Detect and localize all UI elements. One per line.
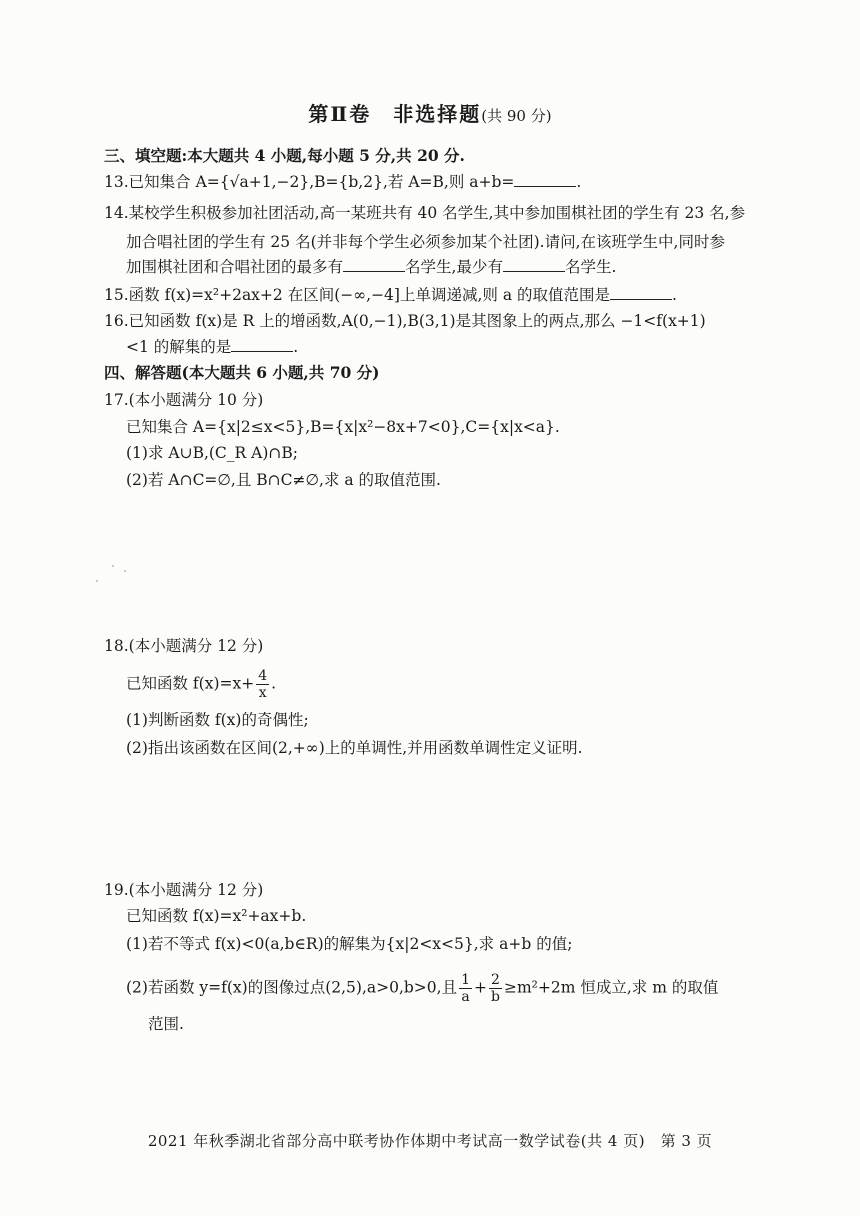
section-title-points: (共 90 分) [481, 107, 552, 125]
answer-blank-16[interactable] [231, 337, 293, 352]
question-19-line-4: 范围. [148, 1015, 184, 1033]
fraction-numerator: 2 [489, 972, 502, 989]
question-17-part-2: (2)若 A∩C=∅,且 B∩C≠∅,求 a 的取值范围. [126, 471, 441, 489]
fraction-4-over-x [256, 668, 269, 701]
question-15-text: 15.函数 f(x)=x²+2ax+2 在区间(−∞,−4]上单调递减,则 a 的取值范围是 [104, 286, 610, 304]
scan-speck [124, 570, 126, 572]
question-18-part-1: (1)判断函数 f(x)的奇偶性; [126, 711, 309, 729]
question-17-line-1: 已知集合 A={x|2≤x<5},B={x|x²−8x+7<0},C={x|x<a}. [126, 418, 560, 436]
question-16-line-1: 16.已知函数 f(x)是 R 上的增函数,A(0,−1),B(3,1)是其图象上的两点,那么 −1<f(x+1) [104, 312, 706, 330]
question-19-header: 19.(本小题满分 12 分) [104, 881, 264, 899]
question-14-line-2: 加合唱社团的学生有 25 名(并非每个学生必须参加某个社团).请问,在该班学生中,同时参 [126, 233, 725, 251]
question-13-text: 13.已知集合 A={√a+1,−2},B={b,2},若 A=B,则 a+b= [104, 173, 515, 191]
part3-heading: 三、填空题:本大题共 4 小题,每小题 5 分,共 20 分. [104, 146, 465, 165]
scan-speck [96, 580, 98, 582]
question-17-part-1: (1)求 A∪B,(C_R A)∩B; [126, 444, 298, 462]
question-18-line-1 [126, 668, 276, 701]
question-15: 15.函数 f(x)=x²+2ax+2 在区间(−∞,−4]上单调递减,则 a 的取值范围是 . [104, 286, 677, 304]
question-14-line-3 [126, 257, 616, 277]
fraction-1-over-a [459, 972, 472, 1005]
fraction-denominator: x [258, 685, 267, 701]
answer-blank-15[interactable] [610, 285, 672, 300]
fraction-denominator: b [491, 989, 500, 1005]
question-17-header: 17.(本小题满分 10 分) [104, 391, 264, 409]
answer-blank-13[interactable] [514, 172, 576, 187]
question-16-line-2: <1 的解集的是 . [126, 338, 299, 356]
question-13: 13.已知集合 A={√a+1,−2},B={b,2},若 A=B,则 a+b= . [104, 173, 582, 191]
fraction-denominator: a [461, 989, 470, 1005]
question-18-header: 18.(本小题满分 12 分) [104, 637, 264, 655]
question-19-part-1: (1)若不等式 f(x)<0(a,b∈R)的解集为{x|2<x<5},求 a+b 的值; [126, 935, 573, 953]
plus-sign: + [474, 978, 488, 997]
question-19-part-2 [126, 972, 718, 1005]
section-title-main: 第Ⅱ卷 非选择题 [308, 102, 482, 126]
question-19-text-b: ≥m²+2m 恒成立,求 m 的取值 [503, 978, 719, 997]
question-18-part-2: (2)指出该函数在区间(2,+∞)上的单调性,并用函数单调性定义证明. [126, 739, 583, 757]
fraction-numerator: 4 [258, 668, 268, 684]
section-title [0, 98, 860, 127]
question-19-text-a: (2)若函数 y=f(x)的图像过点(2,5),a>0,b>0,且 [126, 978, 458, 997]
fraction-numerator: 1 [461, 972, 471, 988]
question-14-text-a: 加围棋社团和合唱社团的最多有 [126, 258, 344, 276]
question-19-line-1: 已知函数 f(x)=x²+ax+b. [126, 907, 307, 925]
part4-heading: 四、解答题(本大题共 6 小题,共 70 分) [104, 363, 380, 382]
question-16-text: <1 的解集的是 [126, 338, 232, 356]
question-14-line-1: 14.某校学生积极参加社团活动,高一某班共有 40 名学生,其中参加围棋社团的学生有 23 名,参 [104, 204, 746, 222]
answer-blank-14a[interactable] [343, 257, 405, 272]
fraction-2-over-b [489, 972, 502, 1005]
question-18-period: . [271, 674, 277, 693]
scan-speck [112, 565, 114, 567]
answer-blank-14b[interactable] [503, 257, 565, 272]
page-footer: 2021 年秋季湖北省部分高中联考协作体期中考试高一数学试卷(共 4 页) 第 3 页 [147, 1132, 713, 1150]
question-18-text: 已知函数 f(x)=x+ [126, 674, 255, 693]
question-14-text-b: 名学生,最少有 [405, 258, 503, 276]
question-14-text-c: 名学生. [564, 258, 617, 276]
